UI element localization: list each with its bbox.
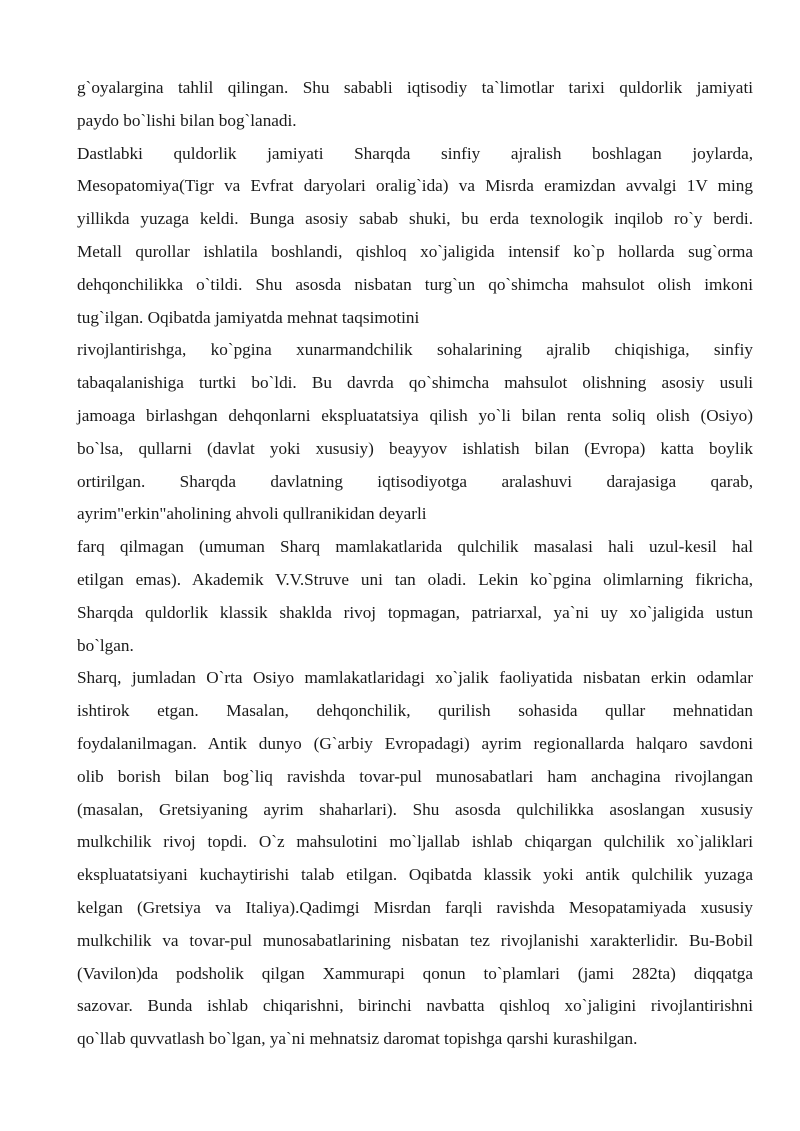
text-line: dehqonchilikka o`tildi. Shu asosda nisbatan turg`un qo`shimcha mahsulot olish imkoni	[77, 274, 753, 294]
text-line: bo`lgan.	[77, 635, 134, 655]
document-page	[77, 72, 753, 1056]
text-line: ishtirok etgan. Masalan, dehqonchilik, qurilish sohasida qullar mehnatidan	[77, 701, 753, 721]
text-line: ayrim"erkin"aholining ahvoli qullranikidan deyarli	[77, 504, 427, 524]
text-line: jamoaga birlashgan dehqonlarni ekspluatatsiya qilish yo`li bilan renta soliq olish (Osiyo)	[77, 405, 753, 425]
text-line: tug`ilgan. Oqibatda jamiyatda mehnat taqsimotini	[77, 307, 420, 327]
text-line: tabaqalanishiga turtki bo`ldi. Bu davrda qo`shimcha mahsulot olishning asosiy usuli	[77, 373, 753, 393]
text-line: mulkchilik va tovar-pul munosabatlarining nisbatan tez rivojlanishi xarakterlidir. Bu-Bobil	[77, 930, 753, 950]
text-line: Dastlabki quldorlik jamiyati Sharqda sinfiy ajralish boshlagan joylarda,	[77, 143, 753, 163]
text-line: Metall qurollar ishlatila boshlandi, qishloq xo`jaligida intensif ko`p hollarda sug`orma	[77, 241, 753, 261]
text-line: Sharqda quldorlik klassik shaklda rivoj topmagan, patriarxal, ya`ni uy xo`jaligida ustun	[77, 602, 753, 622]
text-line: olib borish bilan bog`liq ravishda tovar-pul munosabatlari ham anchagina rivojlangan	[77, 766, 753, 786]
text-line: sazovar. Bunda ishlab chiqarishni, birinchi navbatta qishloq xo`jaligini rivojlantirishni	[77, 996, 753, 1016]
text-line: rivojlantirishga, ko`pgina xunarmandchilik sohalarining ajralib chiqishiga, sinfiy	[77, 340, 753, 360]
text-line: g`oyalargina tahlil qilingan. Shu sababli iqtisodiy ta`limotlar tarixi quldorlik jamiyati	[77, 78, 753, 97]
text-line: kelgan (Gretsiya va Italiya).Qadimgi Misrdan farqli ravishda Mesopatamiyada xususiy	[77, 897, 753, 917]
text-line: yillikda yuzaga keldi. Bunga asosiy sabab shuki, bu erda texnologik inqilob ro`y berdi.	[77, 209, 753, 229]
text-line: etilgan emas). Akademik V.V.Struve uni tan oladi. Lekin ko`pgina olimlarning fikricha,	[77, 569, 753, 589]
text-line: farq qilmagan (umuman Sharq mamlakatlarida qulchilik masalasi hali uzul-kesil hal	[77, 537, 753, 557]
text-line: ekspluatatsiyani kuchaytirishi talab etilgan. Oqibatda klassik yoki antik qulchilik yuzaga	[77, 865, 753, 885]
text-line: Mesopatomiya(Tigr va Evfrat daryolari oralig`ida) va Misrda eramizdan avvalgi 1V ming	[77, 176, 753, 196]
text-line: (Vavilon)da podsholik qilgan Xammurapi qonun to`plamlari (jami 282ta) diqqatga	[77, 963, 753, 983]
text-line: mulkchilik rivoj topdi. O`z mahsulotini mo`ljallab ishlab chiqargan qulchilik xo`jaliklari	[77, 832, 753, 852]
text-line: bo`lsa, qullarni (davlat yoki xususiy) beayyov ishlatish bilan (Evropa) katta boylik	[77, 438, 753, 458]
text-line: ortirilgan. Sharqda davlatning iqtisodiyotga aralashuvi darajasiga qarab,	[77, 471, 753, 491]
text-line: foydalanilmagan. Antik dunyo (G`arbiy Evropadagi) ayrim regionallarda halqaro savdoni	[77, 733, 753, 753]
text-line: Sharq, jumladan O`rta Osiyo mamlakatlaridagi xo`jalik faoliyatida nisbatan erkin odamlar	[77, 668, 753, 688]
text-line: qo`llab quvvatlash bo`lgan, ya`ni mehnatsiz daromat topishga qarshi kurashilgan.	[77, 1029, 638, 1049]
text-line: paydo bo`lishi bilan bog`lanadi.	[77, 110, 297, 130]
text-line: (masalan, Gretsiyaning ayrim shaharlari). Shu asosda qulchilikka asoslangan xususiy	[77, 799, 753, 819]
